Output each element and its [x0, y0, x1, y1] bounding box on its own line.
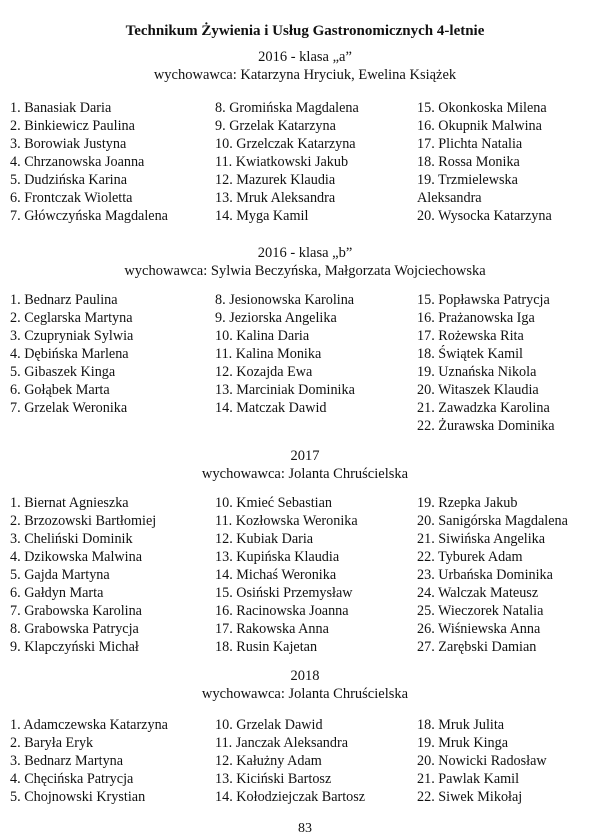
list-item: 5. Gajda Martyna: [10, 567, 110, 583]
list-item: 17. Rożewska Rita: [417, 328, 524, 344]
list-item: 18. Rossa Monika: [417, 154, 520, 170]
list-item: 9. Grzelak Katarzyna: [215, 118, 336, 134]
list-item: 1. Biernat Agnieszka: [10, 495, 129, 511]
list-item: 8. Gromińska Magdalena: [215, 100, 359, 116]
list-item: 18. Mruk Julita: [417, 717, 505, 733]
list-item: 4. Chrzanowska Joanna: [10, 154, 145, 170]
list-item: 5. Chojnowski Krystian: [10, 789, 146, 805]
list-item: 8. Grabowska Patrycja: [10, 621, 139, 637]
column: [10, 494, 156, 656]
list-item: 20. Wysocka Katarzyna: [417, 208, 552, 224]
column: [10, 99, 168, 225]
list-item: 22. Tyburek Adam: [417, 549, 523, 565]
list-item: 10. Grzelczak Katarzyna: [215, 136, 356, 152]
section-teacher: wychowawca: Jolanta Chruścielska: [201, 686, 409, 702]
list-item: 20. Witaszek Klaudia: [417, 382, 539, 398]
list-item: 1. Bednarz Paulina: [10, 292, 118, 308]
column: [417, 99, 552, 225]
list-item: 3. Cheliński Dominik: [10, 531, 133, 547]
list-item: 4. Dębińska Marlena: [10, 346, 129, 362]
list-item: 11. Kalina Monika: [215, 346, 322, 362]
column: [10, 291, 133, 417]
list-item: 6. Frontczak Wioletta: [10, 190, 133, 206]
list-item: 6. Gołąbek Marta: [10, 382, 110, 398]
section-heading: 2016 - klasa „a”: [258, 49, 352, 65]
section-teacher: wychowawca: Jolanta Chruścielska: [201, 466, 409, 482]
list-item: 7. Grabowska Karolina: [10, 603, 142, 619]
list-item: 21. Siwińska Angelika: [417, 531, 546, 547]
list-item: 12. Kubiak Daria: [215, 531, 314, 547]
list-item: 23. Urbańska Dominika: [417, 567, 553, 583]
list-item: 10. Kalina Daria: [215, 328, 310, 344]
list-item: 13. Kiciński Bartosz: [215, 771, 332, 787]
list-item: 13. Kupińska Klaudia: [215, 549, 340, 565]
column: [417, 291, 555, 435]
list-item: 19. Uznańska Nikola: [417, 364, 537, 380]
list-item: 2. Ceglarska Martyna: [10, 310, 133, 326]
section-teacher: wychowawca: Sylwia Beczyńska, Małgorzata Wojciechowska: [124, 263, 486, 279]
list-item: 26. Wiśniewska Anna: [417, 621, 541, 637]
list-item: 18. Rusin Kajetan: [215, 639, 318, 655]
list-item: 19. Trzmielewska: [417, 172, 518, 188]
list-item: 6. Gałdyn Marta: [10, 585, 104, 601]
list-item: 12. Mazurek Klaudia: [215, 172, 336, 188]
list-item: 4. Chęcińska Patrycja: [10, 771, 134, 787]
list-item: 17. Plichta Natalia: [417, 136, 523, 152]
list-item: 2. Binkiewicz Paulina: [10, 118, 135, 134]
list-item: 13. Mruk Aleksandra: [215, 190, 336, 206]
list-item: 14. Myga Kamil: [215, 208, 309, 224]
column: [10, 716, 168, 806]
list-item: 9. Klapczyński Michał: [10, 639, 139, 655]
list-item: 15. Popławska Patrycja: [417, 292, 550, 308]
list-item: 10. Grzelak Dawid: [215, 717, 323, 733]
list-item: Aleksandra: [417, 190, 482, 206]
list-item: 14. Matczak Dawid: [215, 400, 327, 416]
list-item: 1. Adamczewska Katarzyna: [10, 717, 168, 733]
list-item: 24. Walczak Mateusz: [417, 585, 539, 601]
list-item: 8. Jesionowska Karolina: [215, 292, 355, 308]
list-item: 16. Okupnik Malwina: [417, 118, 542, 134]
list-item: 4. Dzikowska Malwina: [10, 549, 142, 565]
list-item: 9. Jeziorska Angelika: [215, 310, 337, 326]
list-item: 1. Banasiak Daria: [10, 100, 112, 116]
list-item: 3. Borowiak Justyna: [10, 136, 127, 152]
section-heading: 2018: [290, 668, 320, 684]
list-item: 5. Dudzińska Karina: [10, 172, 128, 188]
list-item: 11. Janczak Aleksandra: [215, 735, 349, 751]
list-item: 2. Baryła Eryk: [10, 735, 94, 751]
list-item: 16. Racinowska Joanna: [215, 603, 349, 619]
column: [417, 716, 547, 806]
list-item: 11. Kozłowska Weronika: [215, 513, 358, 529]
list-item: 27. Zarębski Damian: [417, 639, 537, 655]
list-item: 22. Siwek Mikołaj: [417, 789, 523, 805]
list-item: 19. Mruk Kinga: [417, 735, 509, 751]
list-item: 21. Pawlak Kamil: [417, 771, 520, 787]
list-item: 15. Osiński Przemysław: [215, 585, 353, 601]
section-heading: 2017: [290, 448, 320, 464]
list-item: 25. Wieczorek Natalia: [417, 603, 544, 619]
list-item: 20. Sanigórska Magdalena: [417, 513, 568, 529]
column: [215, 716, 365, 806]
list-item: 5. Gibaszek Kinga: [10, 364, 116, 380]
list-item: 14. Kołodziejczak Bartosz: [215, 789, 366, 805]
column: [215, 99, 359, 225]
list-item: 7. Główczyńska Magdalena: [10, 208, 168, 224]
page-number: 83: [298, 821, 312, 836]
list-item: 18. Świątek Kamil: [417, 346, 523, 362]
list-item: 2. Brzozowski Bartłomiej: [10, 513, 157, 529]
list-item: 12. Kozajda Ewa: [215, 364, 313, 380]
column: [215, 494, 358, 656]
list-item: 7. Grzelak Weronika: [10, 400, 128, 416]
column: [417, 494, 568, 656]
list-item: 22. Żurawska Dominika: [417, 418, 555, 434]
list-item: 20. Nowicki Radosław: [417, 753, 547, 769]
list-item: 12. Kałużny Adam: [215, 753, 322, 769]
section-teacher: wychowawca: Katarzyna Hryciuk, Ewelina Książek: [153, 67, 457, 83]
list-item: 19. Rzepka Jakub: [417, 495, 518, 511]
section-heading: 2016 - klasa „b”: [257, 245, 353, 261]
list-item: 3. Bednarz Martyna: [10, 753, 124, 769]
list-item: 21. Zawadzka Karolina: [417, 400, 550, 416]
list-item: 13. Marciniak Dominika: [215, 382, 355, 398]
list-item: 14. Michaś Weronika: [215, 567, 337, 583]
list-item: 3. Czupryniak Sylwia: [10, 328, 134, 344]
list-item: 11. Kwiatkowski Jakub: [215, 154, 349, 170]
list-item: 10. Kmieć Sebastian: [215, 495, 333, 511]
page-title: Technikum Żywienia i Usług Gastronomicznych 4-letnie: [125, 23, 485, 39]
list-item: 17. Rakowska Anna: [215, 621, 329, 637]
list-item: 15. Okonkoska Milena: [417, 100, 547, 116]
column: [215, 291, 355, 417]
list-item: 16. Prażanowska Iga: [417, 310, 535, 326]
